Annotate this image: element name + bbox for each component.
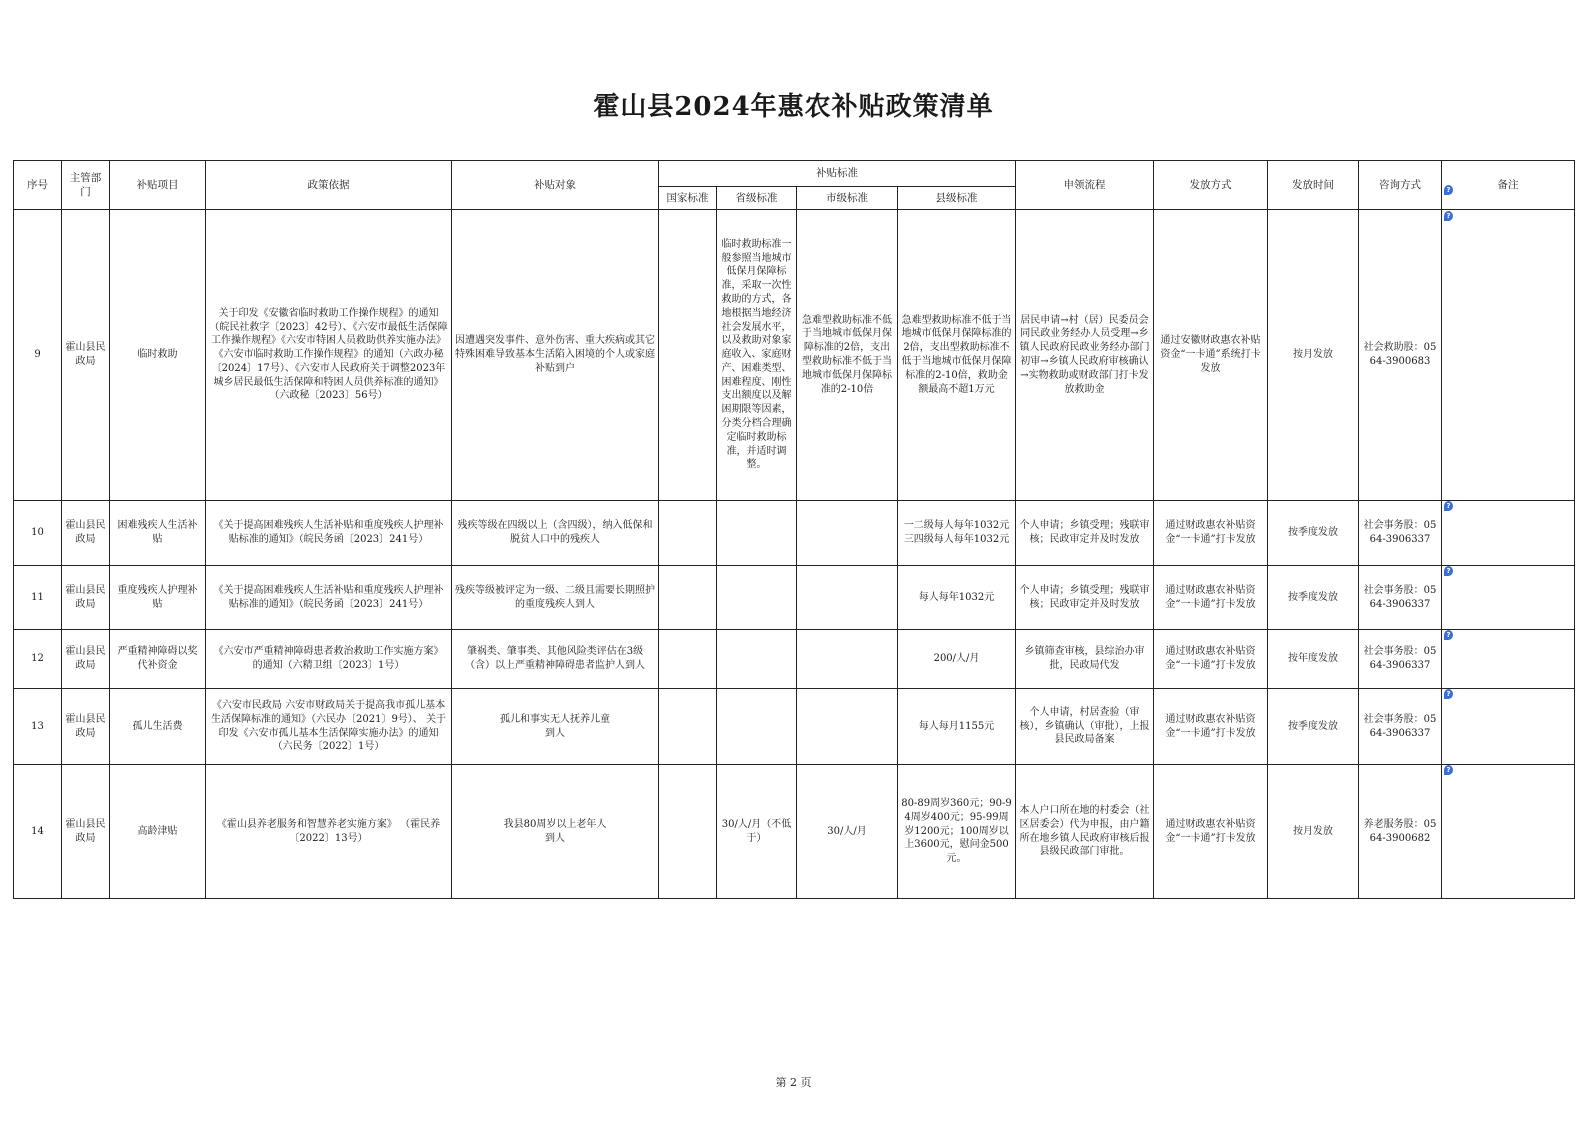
- row-item: 高龄津贴: [110, 765, 206, 899]
- row-remark: [1442, 630, 1575, 689]
- row-remark: [1442, 689, 1575, 765]
- row-national: [659, 689, 717, 765]
- row-seq: 14: [14, 765, 62, 899]
- row-national: [659, 566, 717, 630]
- header-national: 国家标准: [659, 187, 717, 210]
- row-basis: 《霍山县养老服务和智慧养老实施方案》 （霍民养〔2022〕13号）: [206, 765, 452, 899]
- row-basis: 《六安市严重精神障碍患者救治救助工作实施方案》的通知（六精卫组〔2023〕1号）: [206, 630, 452, 689]
- row-county: 每人每年1032元: [898, 566, 1016, 630]
- row-contact: 社会事务股：0564-3906337: [1359, 689, 1442, 765]
- row-contact: 养老服务股：0564-3900682: [1359, 765, 1442, 899]
- comment-marker-icon[interactable]: ?: [1444, 630, 1453, 640]
- header-county: 县级标准: [898, 187, 1016, 210]
- row-seq: 10: [14, 501, 62, 566]
- row-dept: 霍山县民政局: [62, 566, 110, 630]
- comment-marker-icon[interactable]: ?: [1444, 211, 1453, 221]
- row-process: 个人申请，村居查验（审核），乡镇确认（审批），上报县民政局备案: [1016, 689, 1154, 765]
- row-city: [797, 566, 898, 630]
- policy-table: [13, 160, 1575, 899]
- header-seq: 序号: [14, 161, 62, 210]
- row-contact: 社会事务股：0564-3906337: [1359, 630, 1442, 689]
- comment-marker-icon[interactable]: ?: [1444, 501, 1453, 511]
- row-target: 孤儿和事实无人抚养儿童 到人: [452, 689, 659, 765]
- header-time: 发放时间: [1268, 161, 1359, 210]
- row-provincial: [717, 566, 797, 630]
- header-remark: 备注: [1442, 161, 1575, 210]
- header-city: 市级标准: [797, 187, 898, 210]
- header-dept: 主管部门: [62, 161, 110, 210]
- row-target: 残疾等级在四级以上（含四级），纳入低保和脱贫人口中的残疾人: [452, 501, 659, 566]
- page-number: 第 2 页: [775, 1076, 812, 1089]
- row-basis: 《六安市民政局 六安市财政局关于提高我市孤儿基本生活保障标准的通知》（六民办〔2021〕9号）、 关于印发《六安市孤儿基本生活保障实施办法》的通知（六民务〔2022〕1号）: [206, 689, 452, 765]
- row-item: 重度残疾人护理补贴: [110, 566, 206, 630]
- row-county: 80-89周岁360元；90-94周岁400元；95-99周岁1200元；100周岁以上3600元，慰问金500元。: [898, 765, 1016, 899]
- header-process: 申领流程: [1016, 161, 1154, 210]
- row-remark: [1442, 566, 1575, 630]
- row-national: [659, 630, 717, 689]
- row-process: 个人申请；乡镇受理；残联审核；民政审定并及时发放: [1016, 501, 1154, 566]
- row-national: [659, 765, 717, 899]
- row-time: 按季度发放: [1268, 566, 1359, 630]
- row-seq: 11: [14, 566, 62, 630]
- row-process: 乡镇筛查审核，县综治办审批，民政局代发: [1016, 630, 1154, 689]
- header-provincial: 省级标准: [717, 187, 797, 210]
- row-target: 我县80周岁以上老年人 到人: [452, 765, 659, 899]
- row-seq: 13: [14, 689, 62, 765]
- row-time: 按年度发放: [1268, 630, 1359, 689]
- row-dept: 霍山县民政局: [62, 210, 110, 501]
- row-item: 困难残疾人生活补贴: [110, 501, 206, 566]
- row-city: [797, 689, 898, 765]
- comment-marker-icon[interactable]: ?: [1444, 689, 1453, 699]
- header-basis: 政策依据: [206, 161, 452, 210]
- row-method: 通过财政惠农补贴资金“一卡通”打卡发放: [1154, 566, 1268, 630]
- row-county: 一二级每人每年1032元 三四级每人每年1032元: [898, 501, 1016, 566]
- row-provincial: 临时救助标准一般参照当地城市低保月保障标准，采取一次性救助的方式，各地根据当地经济社会发展水平，以及救助对象家庭收入、家庭财产、困难类型、困难程度、刚性支出额度以及解困期限等因素，分类分档合理确定临时救助标准，并适时调整。: [717, 210, 797, 501]
- row-basis: 关于印发《安徽省临时救助工作操作规程》的通知（皖民社救字〔2023〕42号）、《六安市最低生活保障工作操作规程》《六安市特困人员救助供养实施办法》《六安市临时救助工作操作规程》的通知（六政办秘〔2024〕17号）、《六安市人民政府关于调整2023年城乡居民最低生活保障和特困人员供养标准的通知》（六政秘〔2023〕56号）: [206, 210, 452, 501]
- row-contact: 社会事务股：0564-3906337: [1359, 501, 1442, 566]
- row-method: 通过财政惠农补贴资金“一卡通”打卡发放: [1154, 630, 1268, 689]
- row-city: 30/人/月: [797, 765, 898, 899]
- row-county: 每人每月1155元: [898, 689, 1016, 765]
- row-method: 通过财政惠农补贴资金“一卡通”打卡发放: [1154, 501, 1268, 566]
- row-provincial: [717, 630, 797, 689]
- row-city: [797, 630, 898, 689]
- row-method: 通过财政惠农补贴资金“一卡通”打卡发放: [1154, 689, 1268, 765]
- row-provincial: 30/人/月（不低于）: [717, 765, 797, 899]
- row-target: 因遭遇突发事件、意外伤害、重大疾病或其它特殊困难导致基本生活陷入困境的个人或家庭 补贴到户: [452, 210, 659, 501]
- table-row: [14, 630, 1575, 689]
- row-dept: 霍山县民政局: [62, 501, 110, 566]
- row-item: 孤儿生活费: [110, 689, 206, 765]
- row-dept: 霍山县民政局: [62, 630, 110, 689]
- header-standard: 补贴标准: [659, 161, 1016, 187]
- row-contact: 社会事务股：0564-3906337: [1359, 566, 1442, 630]
- row-item: 严重精神障碍以奖代补资金: [110, 630, 206, 689]
- table-row: [14, 689, 1575, 765]
- row-seq: 9: [14, 210, 62, 501]
- row-seq: 12: [14, 630, 62, 689]
- row-process: 个人申请；乡镇受理；残联审核；民政审定并及时发放: [1016, 566, 1154, 630]
- row-time: 按月发放: [1268, 210, 1359, 501]
- row-remark: [1442, 210, 1575, 501]
- table-row: [14, 765, 1575, 899]
- table-row: [14, 210, 1575, 501]
- row-target: 残疾等级被评定为一级、二级且需要长期照护的重度残疾人到人: [452, 566, 659, 630]
- header-row: [14, 161, 1575, 187]
- row-time: 按季度发放: [1268, 689, 1359, 765]
- row-city: 急难型救助标准不低于当地城市低保月保障标准的2倍，支出型救助标准不低于当地城市低保月保障标准的2-10倍: [797, 210, 898, 501]
- header-target: 补贴对象: [452, 161, 659, 210]
- row-target: 肇祸类、肇事类、其他风险类评估在3级（含）以上严重精神障碍患者监护人到人: [452, 630, 659, 689]
- row-time: 按月发放: [1268, 765, 1359, 899]
- row-contact: 社会救助股：0564-3900683: [1359, 210, 1442, 501]
- row-method: 通过安徽财政惠农补贴资金“一卡通”系统打卡发放: [1154, 210, 1268, 501]
- header-contact: 咨询方式: [1359, 161, 1442, 210]
- row-basis: 《关于提高困难残疾人生活补贴和重度残疾人护理补贴标准的通知》（皖民务函〔2023〕241号）: [206, 501, 452, 566]
- comment-marker-icon[interactable]: ?: [1444, 765, 1453, 775]
- comment-marker-icon[interactable]: ?: [1444, 566, 1453, 576]
- table-row: [14, 501, 1575, 566]
- row-remark: [1442, 501, 1575, 566]
- row-time: 按季度发放: [1268, 501, 1359, 566]
- comment-marker-icon[interactable]: ?: [1444, 185, 1453, 195]
- row-dept: 霍山县民政局: [62, 689, 110, 765]
- row-provincial: [717, 501, 797, 566]
- row-national: [659, 501, 717, 566]
- row-method: 通过财政惠农补贴资金“一卡通”打卡发放: [1154, 765, 1268, 899]
- row-provincial: [717, 689, 797, 765]
- page-title: 霍山县2024年惠农补贴政策清单: [593, 92, 994, 122]
- row-dept: 霍山县民政局: [62, 765, 110, 899]
- header-item: 补贴项目: [110, 161, 206, 210]
- row-county: 200/人/月: [898, 630, 1016, 689]
- row-county: 急难型救助标准不低于当地城市低保月保障标准的2倍，支出型救助标准不低于当地城市低保月保障标准的2-10倍，救助金额最高不超1万元: [898, 210, 1016, 501]
- table-row: [14, 566, 1575, 630]
- row-process: 居民申请→村（居）民委员会同民政业务经办人员受理→乡镇人民政府民政业务经办部门初审→乡镇人民政府审核确认→实物救助或财政部门打卡发放救助金: [1016, 210, 1154, 501]
- header-method: 发放方式: [1154, 161, 1268, 210]
- row-basis: 《关于提高困难残疾人生活补贴和重度残疾人护理补贴标准的通知》（皖民务函〔2023〕241号）: [206, 566, 452, 630]
- row-item: 临时救助: [110, 210, 206, 501]
- row-national: [659, 210, 717, 501]
- row-city: [797, 501, 898, 566]
- row-process: 本人户口所在地的村委会（社区居委会）代为申报，由户籍所在地乡镇人民政府审核后报县级民政部门审批。: [1016, 765, 1154, 899]
- row-remark: [1442, 765, 1575, 899]
